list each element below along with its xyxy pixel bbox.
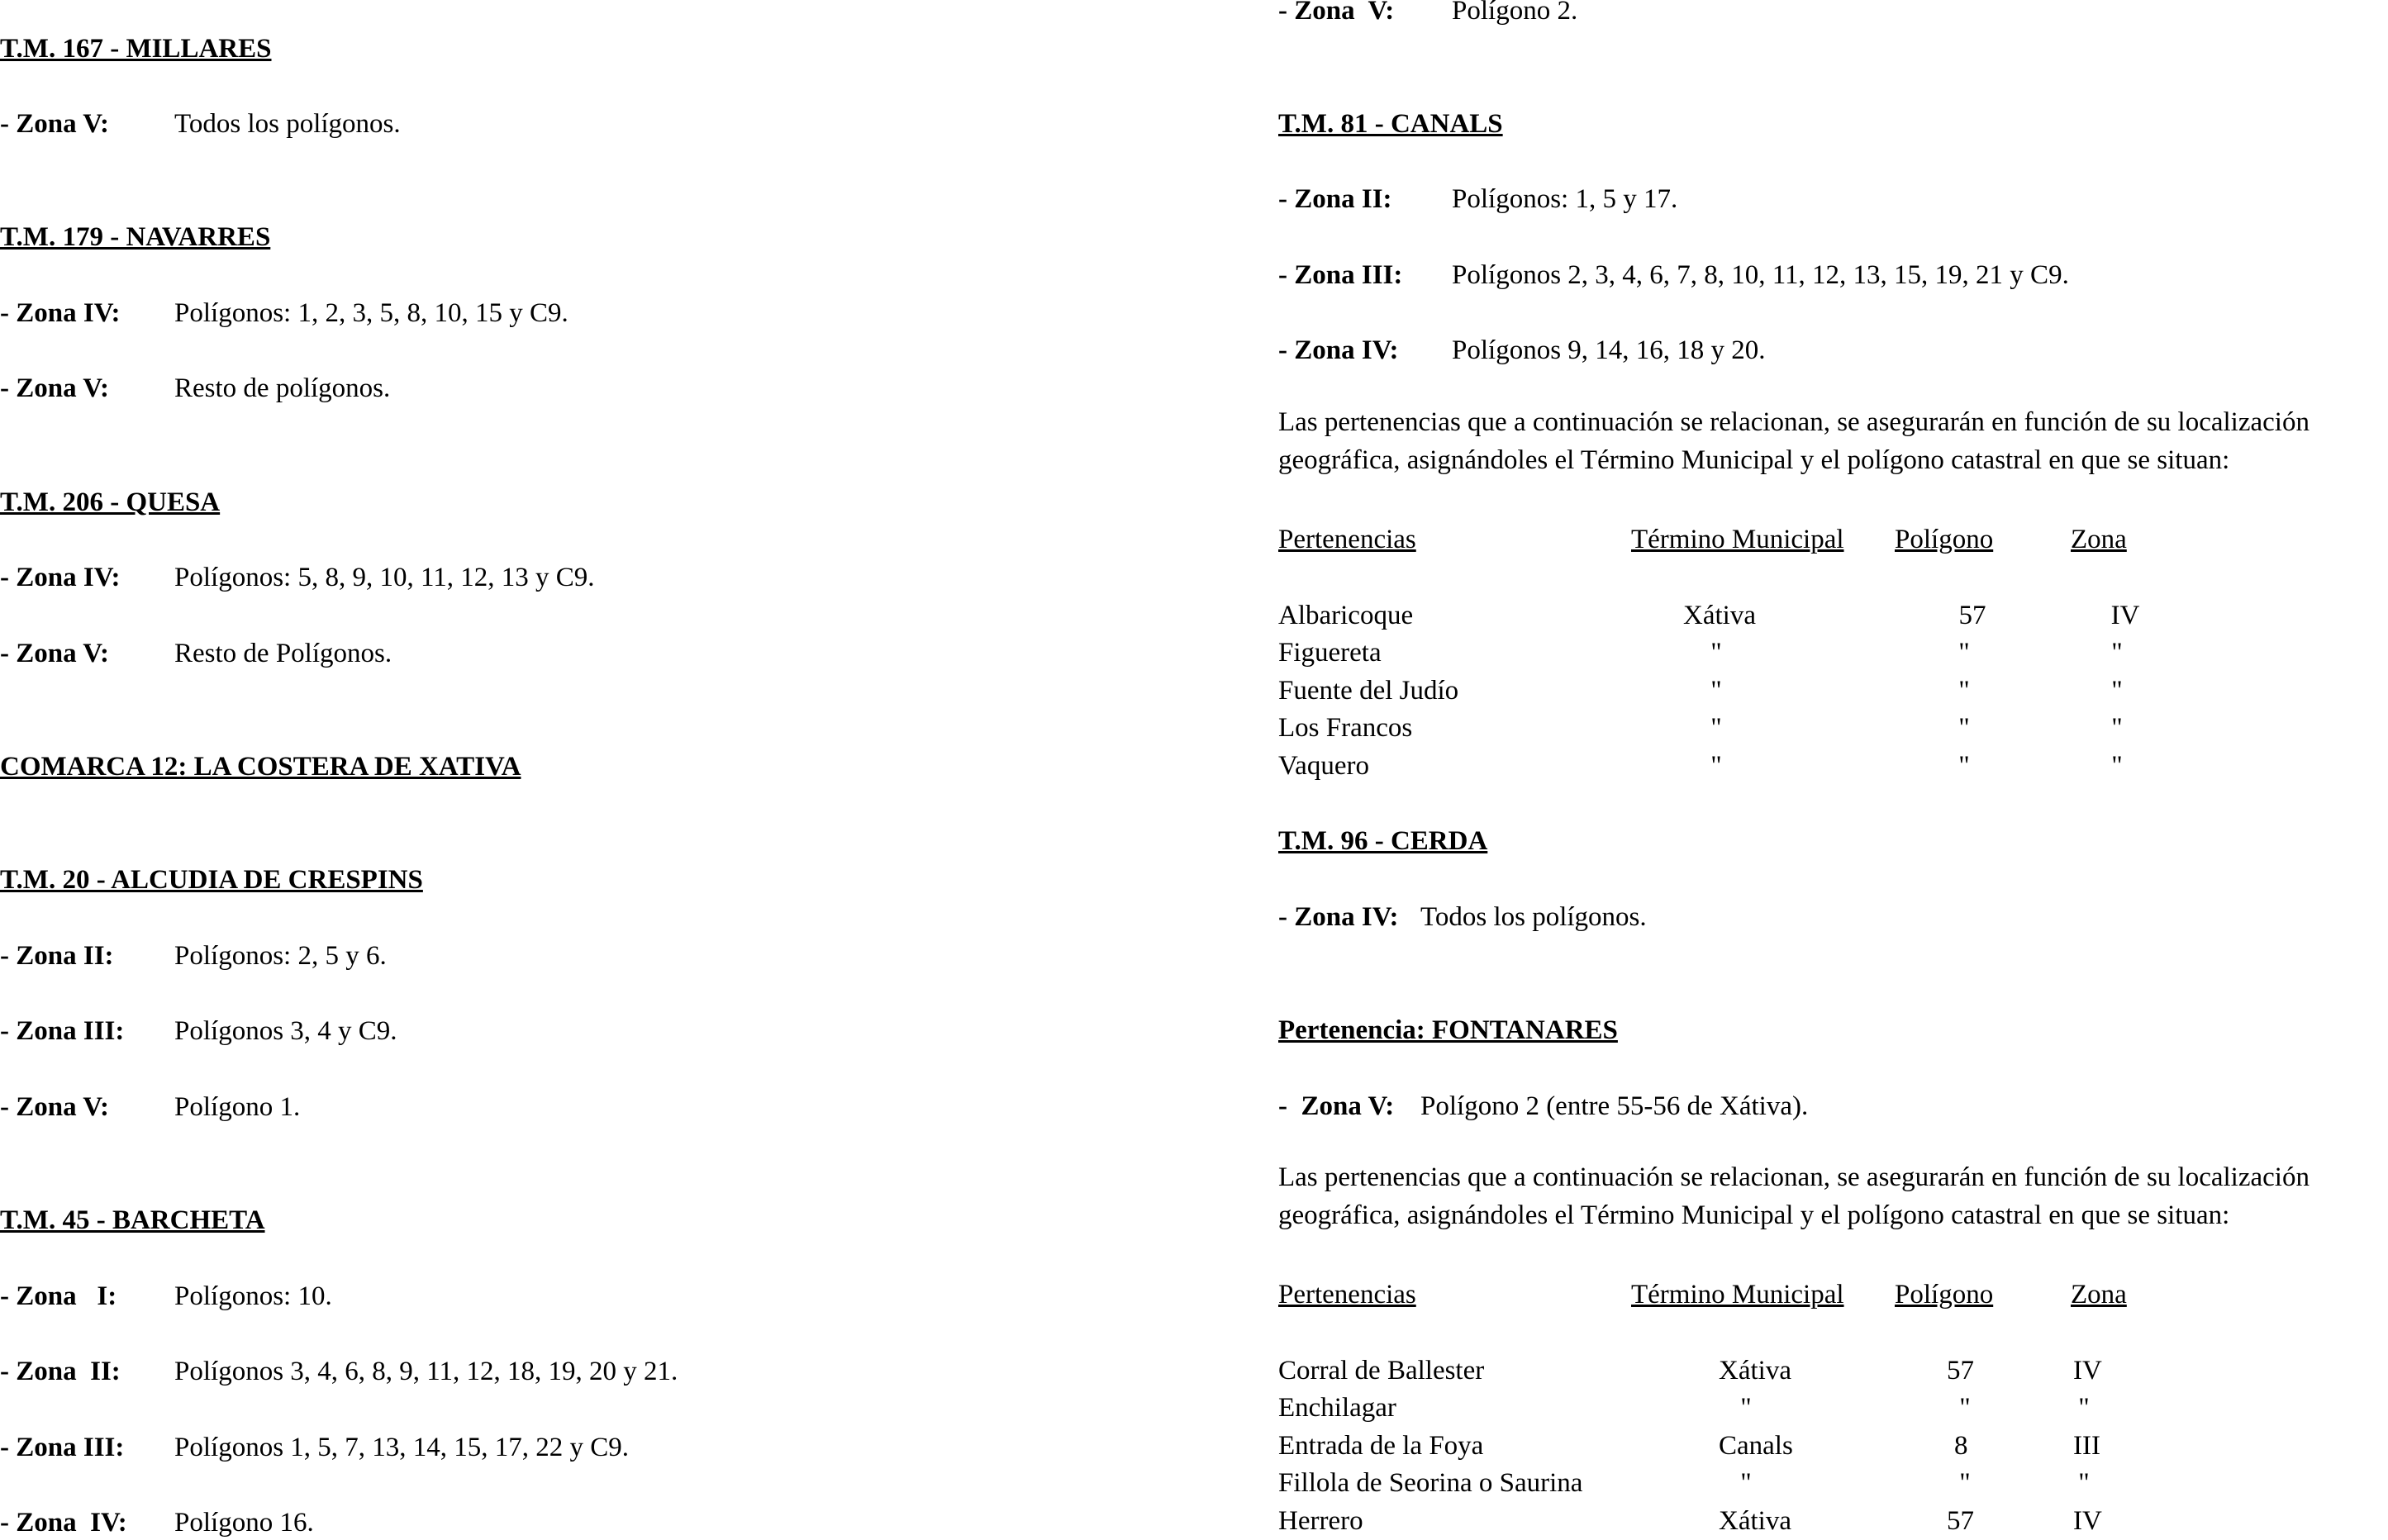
zone-label: - Zona V:: [0, 109, 110, 139]
table-cell: Canals: [1719, 1431, 1793, 1461]
table-cell: ": [1740, 1468, 1752, 1498]
paragraph-line: Las pertenencias que a continuación se relacionan, se asegurarán en función de su localización: [1278, 407, 2310, 437]
table-cell: Albaricoque: [1278, 601, 1414, 630]
zone-value: Polígonos 9, 14, 16, 18 y 20.: [1452, 335, 1766, 365]
table-cell: Xátiva: [1719, 1356, 1791, 1386]
table-cell: 57: [1947, 1356, 1974, 1386]
table-cell: 57: [1947, 1506, 1974, 1536]
paragraph: [1278, 1158, 2388, 1234]
table-cell: ": [1958, 676, 1970, 706]
zone-value: Polígono 2.: [1452, 0, 1578, 26]
table-cell: ": [1710, 713, 1722, 743]
zone-value: Polígonos 3, 4, 6, 8, 9, 11, 12, 18, 19, 20 y 21.: [174, 1357, 678, 1386]
paragraph-line: geográfica, asignándoles el Término Municipal y el polígono catastral en que se situan:: [1278, 445, 2230, 475]
table-header: Polígono: [1895, 525, 1994, 554]
table-cell: ": [1710, 638, 1722, 668]
paragraph: [1278, 403, 2388, 479]
heading-comarca: COMARCA 12: LA COSTERA DE XATIVA: [0, 752, 521, 782]
table-cell: ": [1740, 1393, 1752, 1423]
zone-label: - Zona V:: [0, 373, 110, 403]
zone-label: - Zona II:: [0, 1357, 121, 1386]
heading-quesa: T.M. 206 - QUESA: [0, 487, 221, 517]
zone-value: Polígonos: 2, 5 y 6.: [174, 941, 387, 971]
zone-label: - Zona IV:: [0, 298, 121, 328]
zone-label: - Zona IV:: [0, 1508, 127, 1538]
heading-navarres: T.M. 179 - NAVARRES: [0, 222, 271, 252]
zone-value: Polígonos 1, 5, 7, 13, 14, 15, 17, 22 y C9.: [174, 1433, 630, 1462]
table-cell: Xátiva: [1719, 1506, 1791, 1536]
table-cell: ": [2111, 713, 2123, 743]
zone-label: - Zona IV:: [1278, 902, 1399, 932]
zone-label: - Zona II:: [1278, 184, 1392, 214]
zone-label: - Zona IV:: [0, 563, 121, 592]
table-cell: ": [1958, 751, 1970, 781]
table-cell: Los Francos: [1278, 713, 1413, 743]
zone-value: Polígonos: 10.: [174, 1281, 332, 1311]
table-cell: ": [2078, 1393, 2090, 1423]
zone-value: Todos los polígonos.: [1420, 902, 1647, 932]
table-cell: ": [1959, 1468, 1971, 1498]
table-cell: ": [1958, 638, 1970, 668]
heading-canals: T.M. 81 - CANALS: [1278, 109, 1503, 139]
table-cell: ": [1710, 676, 1722, 706]
table-cell: ": [1959, 1393, 1971, 1423]
heading-cerda: T.M. 96 - CERDA: [1278, 826, 1488, 856]
table-cell: Enchilagar: [1278, 1393, 1396, 1423]
table-cell: IV: [2073, 1356, 2102, 1386]
table-cell: IV: [2110, 601, 2140, 630]
zone-value: Polígonos: 1, 5 y 17.: [1452, 184, 1678, 214]
paragraph-line: geográfica, asignándoles el Término Municipal y el polígono catastral en que se situan:: [1278, 1200, 2230, 1230]
table-cell: ": [1958, 713, 1970, 743]
table-cell: Figuereta: [1278, 638, 1382, 668]
heading-barcheta: T.M. 45 - BARCHETA: [0, 1205, 265, 1235]
table-cell: Entrada de la Foya: [1278, 1431, 1484, 1461]
zone-label: - Zona III:: [0, 1433, 125, 1462]
zone-value: Resto de Polígonos.: [174, 639, 392, 668]
heading-alcudia: T.M. 20 - ALCUDIA DE CRESPINS: [0, 865, 423, 895]
table-cell: IV: [2073, 1506, 2102, 1536]
paragraph-line: Las pertenencias que a continuación se relacionan, se asegurarán en función de su localización: [1278, 1162, 2310, 1192]
table-cell: III: [2073, 1431, 2100, 1461]
zone-label: - Zona II:: [0, 941, 114, 971]
zone-label: - Zona III:: [0, 1016, 125, 1046]
table-cell: Fuente del Judío: [1278, 676, 1459, 706]
zone-label: - Zona V:: [0, 1092, 110, 1122]
zone-label: - Zona I:: [0, 1281, 117, 1311]
zone-value: Polígonos 3, 4 y C9.: [174, 1016, 397, 1046]
zone-value: Resto de polígonos.: [174, 373, 391, 403]
zone-value: Polígono 2 (entre 55-56 de Xátiva).: [1420, 1091, 1809, 1121]
table-cell: ": [1710, 751, 1722, 781]
zone-value: Polígono 16.: [174, 1508, 314, 1538]
table-header: Pertenencias: [1278, 1280, 1416, 1309]
table-header: Pertenencias: [1278, 525, 1416, 554]
table-header: Término Municipal: [1631, 1280, 1844, 1309]
zone-value: Todos los polígonos.: [174, 109, 401, 139]
table-cell: ": [2111, 638, 2123, 668]
zone-label: - Zona V:: [1278, 0, 1395, 26]
table-header: Zona: [2071, 525, 2127, 554]
table-header: Zona: [2071, 1280, 2127, 1309]
zone-value: Polígono 1.: [174, 1092, 301, 1122]
zone-label: - Zona IV:: [1278, 335, 1399, 365]
table-cell: Vaquero: [1278, 751, 1369, 781]
table-cell: 8: [1954, 1431, 1968, 1461]
table-cell: ": [2111, 676, 2123, 706]
table-cell: 57: [1958, 601, 1986, 630]
table-header: Término Municipal: [1631, 525, 1844, 554]
zone-value: Polígonos 2, 3, 4, 6, 7, 8, 10, 11, 12, 13, 15, 19, 21 y C9.: [1452, 260, 2069, 290]
zone-value: Polígonos: 5, 8, 9, 10, 11, 12, 13 y C9.: [174, 563, 595, 592]
zone-label: - Zona V:: [0, 639, 110, 668]
table-cell: ": [2111, 751, 2123, 781]
zone-label: - Zona III:: [1278, 260, 1403, 290]
table-cell: ": [2078, 1468, 2090, 1498]
zone-value: Polígonos: 1, 2, 3, 5, 8, 10, 15 y C9.: [174, 298, 568, 328]
heading-fontanares: Pertenencia: FONTANARES: [1278, 1015, 1618, 1045]
table-cell: Corral de Ballester: [1278, 1356, 1485, 1386]
table-cell: Herrero: [1278, 1506, 1363, 1536]
table-cell: Fillola de Seorina o Saurina: [1278, 1468, 1583, 1498]
zone-label: - Zona V:: [1278, 1091, 1395, 1121]
table-cell: Xátiva: [1683, 601, 1756, 630]
table-header: Polígono: [1895, 1280, 1994, 1309]
heading-millares: T.M. 167 - MILLARES: [0, 34, 272, 64]
